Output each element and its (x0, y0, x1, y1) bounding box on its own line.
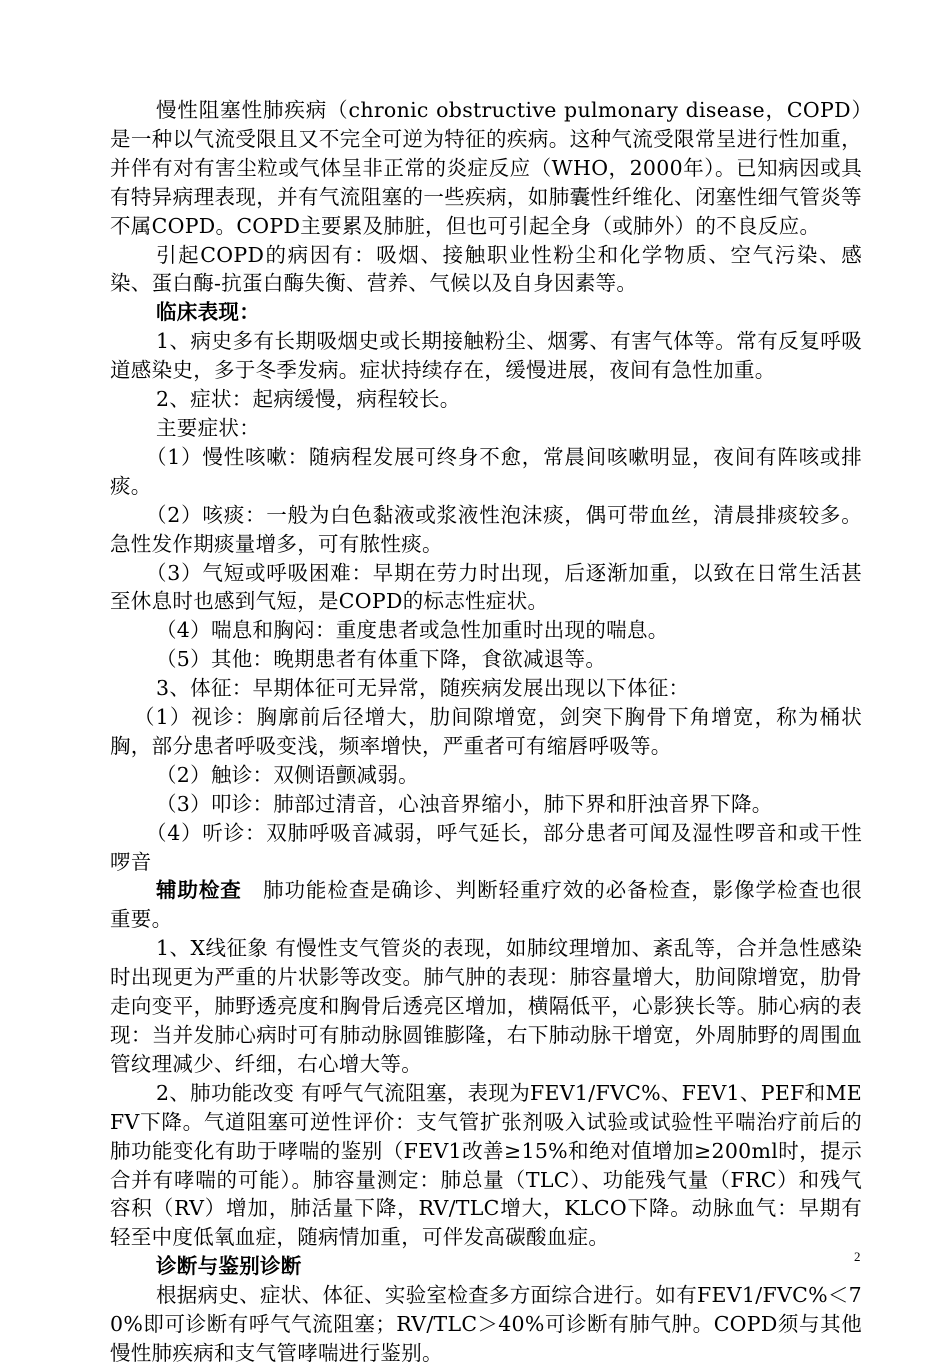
paragraph-copd-causes: 引起COPD的病因有：吸烟、接触职业性粉尘和化学物质、空气污染、感染、蛋白酶-抗蛋白酶失衡、营养、气候以及自身因素等。 (110, 242, 862, 296)
page-number: 2 (854, 1249, 861, 1264)
auxiliary-exam-intro: 肺功能检查是确诊、判断轻重疗效的必备检查，影像学检查也很重要。 (110, 878, 862, 932)
document-body (110, 96, 862, 1368)
sign-palpation: （2）触诊：双侧语颤减弱。 (156, 762, 419, 787)
symptom-dyspnea: （3）气短或呼吸困难：早期在劳力时出现，后逐渐加重，以致在日常生活甚至休息时也感到气短，是COPD的标志性症状。 (110, 560, 862, 614)
aux-item-lung-function: 2、肺功能改变 有呼气气流阻塞，表现为FEV1/FVC%、FEV1、PEF和MEFV下降。气道阻塞可逆性评价：支气管扩张剂吸入试验或试验性平喘治疗前后的肺功能变化有助于哮喘的鉴别（FEV1改善≥15%和绝对值增加≥200ml时，提示合并有哮喘的可能）。肺容量测定：肺总量（TLC）、功能残气量（FRC）和残气容积（RV）增加，肺活量下降，RV/TLC增大，KLCO下降。动脉血气：早期有轻至中度低氧血症，随病情加重，可伴发高碳酸血症。 (110, 1080, 862, 1250)
clinical-item-signs: 3、体征：早期体征可无异常，随疾病发展出现以下体征： (156, 676, 690, 701)
paragraph-diagnosis: 根据病史、症状、体征、实验室检查多方面综合进行。如有FEV1/FVC%＜70%即可诊断有呼气气流阻塞；RV/TLC＞40%可诊断有肺气肿。COPD须与其他慢性肺疾病和支气管哮喘进行鉴别。 (110, 1283, 862, 1365)
aux-item-xray: 1、X线征象 有慢性支气管炎的表现，如肺纹理增加、紊乱等，合并急性感染时出现更为严重的片状影等改变。肺气肿的表现：肺容量增大，肋间隙增宽，肋骨走向变平，肺野透亮度和胸骨后透亮区增加，横隔低平，心影狭长等。肺心病的表现：当并发肺心病时可有肺动脉圆锥膨隆，右下肺动脉干增宽，外周肺野的周围血管纹理减少、纤细，右心增大等。 (110, 936, 862, 1076)
sign-auscultation: （4）听诊：双肺呼吸音减弱，呼气延长，部分患者可闻及湿性啰音和或干性啰音 (110, 820, 862, 874)
heading-auxiliary-exam: 辅助检查 (156, 878, 242, 903)
auxiliary-exam-gap (242, 878, 263, 902)
clinical-item-main-symptoms: 主要症状： (156, 415, 260, 440)
sign-percussion: （3）叩诊：肺部过清音，心浊音界缩小，肺下界和肝浊音界下降。 (156, 791, 773, 816)
symptom-cough: （1）慢性咳嗽：随病程发展可终身不愈，常晨间咳嗽明显，夜间有阵咳或排痰。 (110, 444, 862, 498)
paragraph-auxiliary-exam (110, 876, 862, 934)
sign-inspection: （1）视诊：胸廓前后径增大，肋间隙增宽，剑突下胸骨下角增宽，称为桶状胸，部分患者呼吸变浅，频率增快，严重者可有缩唇呼吸等。 (110, 705, 862, 758)
symptom-sputum: （2）咳痰：一般为白色黏液或浆液性泡沫痰，偶可带血丝，清晨排痰较多。急性发作期痰量增多，可有脓性痰。 (110, 502, 862, 556)
clinical-item-history: 1、病史多有长期吸烟史或长期接触粉尘、烟雾、有害气体等。常有反复呼吸道感染史，多于冬季发病。症状持续存在，缓慢进展，夜间有急性加重。 (110, 329, 862, 383)
heading-clinical-manifestations: 临床表现： (156, 300, 260, 325)
symptom-wheeze: （4）喘息和胸闷：重度患者或急性加重时出现的喘息。 (156, 618, 669, 643)
heading-diagnosis: 诊断与鉴别诊断 (156, 1254, 302, 1279)
symptom-other: （5）其他：晚期患者有体重下降，食欲减退等。 (156, 647, 607, 672)
paragraph-copd-definition: 慢性阻塞性肺疾病（chronic obstructive pulmonary disease，COPD）是一种以气流受限且又不完全可逆为特征的疾病。这种气流受限常呈进行性加重，并伴有对有害尘粒或气体呈非正常的炎症反应（WHO，2000年）。已知病因或具有特异病理表现，并有气流阻塞的一些疾病，如肺囊性纤维化、闭塞性细气管炎等不属COPD。COPD主要累及肺脏，但也可引起全身（或肺外）的不良反应。 (110, 98, 862, 238)
clinical-item-symptoms: 2、症状：起病缓慢，病程较长。 (156, 387, 461, 412)
